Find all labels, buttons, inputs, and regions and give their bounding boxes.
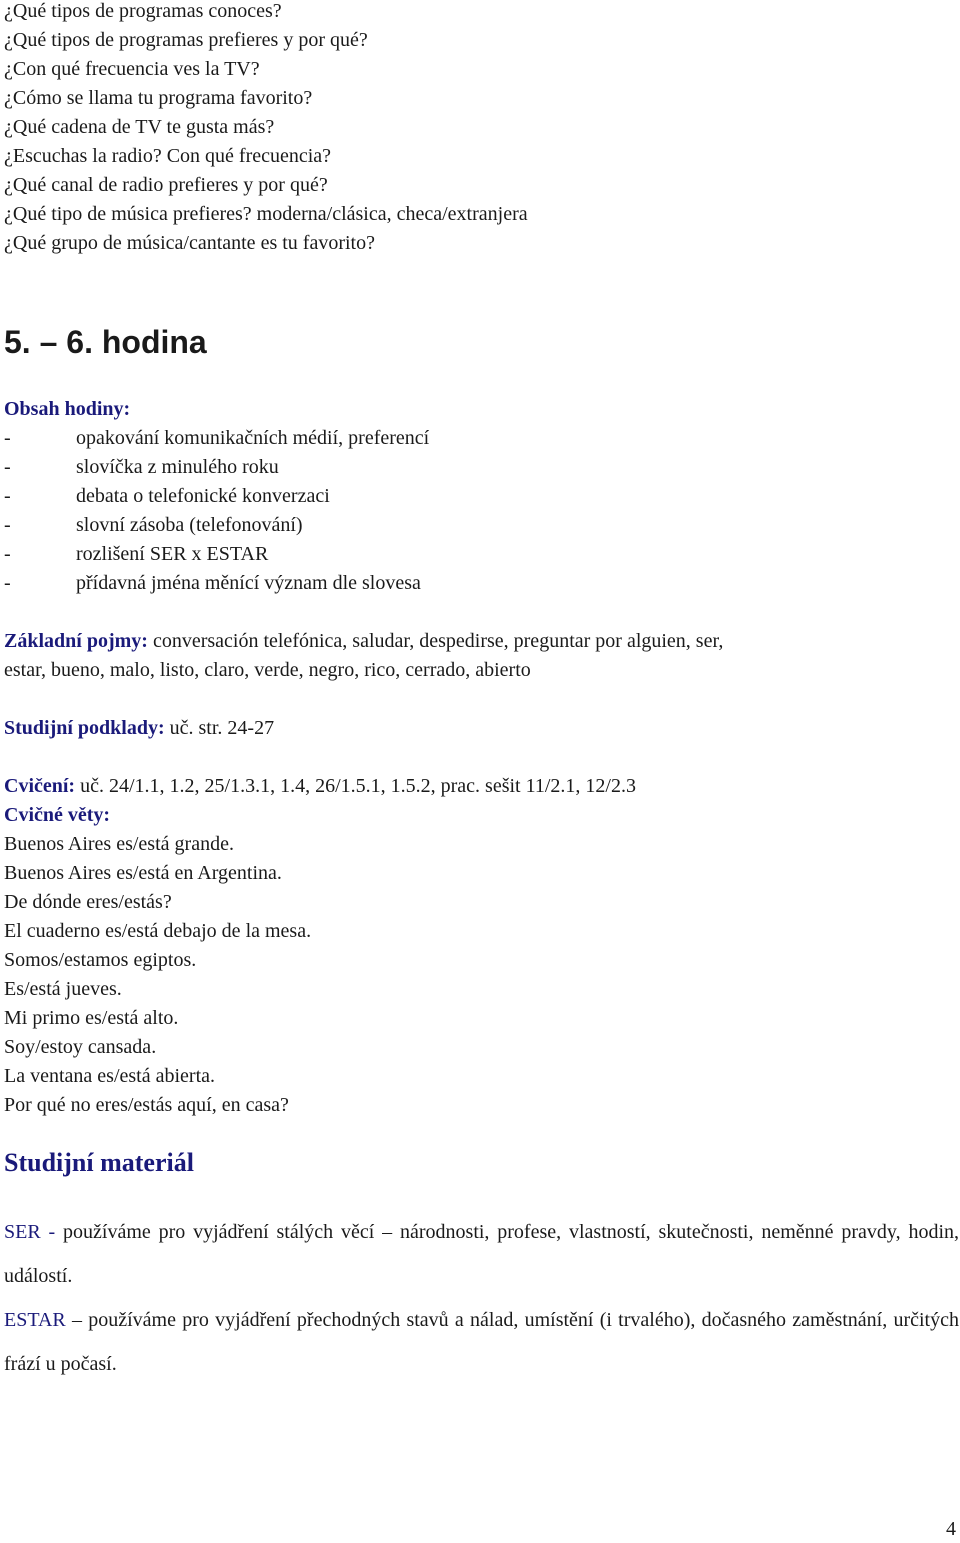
content-item-text: opakování komunikačních médií, preferencí <box>76 427 430 449</box>
question-line: ¿Con qué frecuencia ves la TV? <box>4 58 260 80</box>
practice-sentence: De dónde eres/estás? <box>4 891 172 913</box>
content-item: - debata o telefonické konverzaci <box>4 485 330 507</box>
exercises-line <box>4 775 636 798</box>
exercises-value: uč. 24/1.1, 1.2, 25/1.3.1, 1.4, 26/1.5.1, 1.5.2, prac. sešit 11/2.1, 12/2.3 <box>75 775 636 797</box>
practice-sentence: Soy/estoy cansada. <box>4 1036 157 1058</box>
estar-term: ESTAR <box>4 1309 66 1331</box>
estar-paragraph <box>4 1298 959 1386</box>
question-line: ¿Qué grupo de música/cantante es tu favorito? <box>4 232 375 254</box>
ser-paragraph <box>4 1210 959 1298</box>
content-item: - slovíčka z minulého roku <box>4 456 279 478</box>
key-terms-label: Základní pojmy: <box>4 630 148 652</box>
question-line: ¿Qué canal de radio prefieres y por qué? <box>4 174 328 196</box>
practice-sentence: Es/está jueves. <box>4 978 122 1000</box>
estar-text: – používáme pro vyjádření přechodných stavů a nálad, umístění (i trvalého), dočasného zaměstnání, určitých frází u počasí. <box>4 1309 959 1375</box>
content-item-text: přídavná jména měnící význam dle slovesa <box>76 572 421 594</box>
content-item-text: rozlišení SER x ESTAR <box>76 543 269 565</box>
study-materials-value: uč. str. 24-27 <box>164 717 275 739</box>
content-item: - opakování komunikačních médií, preferencí <box>4 427 430 449</box>
practice-sentence: Buenos Aires es/está grande. <box>4 833 234 855</box>
practice-sentence: Somos/estamos egiptos. <box>4 949 197 971</box>
ser-term: SER - <box>4 1221 56 1243</box>
question-line: ¿Qué tipo de música prefieres? moderna/clásica, checa/extranjera <box>4 203 528 225</box>
ser-text: používáme pro vyjádření stálých věcí – národnosti, profese, vlastností, skutečnosti, neměnné pravdy, hodin, událostí. <box>4 1221 959 1287</box>
practice-sentence: Mi primo es/está alto. <box>4 1007 179 1029</box>
exercises-label: Cvičení: <box>4 775 76 797</box>
practice-sentences-label: Cvičné věty: <box>4 804 111 826</box>
content-label: Obsah hodiny: <box>4 398 131 420</box>
question-line: ¿Cómo se llama tu programa favorito? <box>4 87 313 109</box>
lesson-heading: 5. – 6. hodina <box>4 324 207 360</box>
key-terms-text-1: conversación telefónica, saludar, despedirse, preguntar por alguien, ser, <box>147 630 724 652</box>
practice-sentence: La ventana es/está abierta. <box>4 1065 215 1087</box>
page-number: 4 <box>946 1518 956 1540</box>
key-terms-line-1 <box>4 630 723 653</box>
content-item: - přídavná jména měnící význam dle slovesa <box>4 572 421 594</box>
question-line: ¿Qué tipos de programas conoces? <box>4 0 282 22</box>
content-item-text: slovíčka z minulého roku <box>76 456 279 478</box>
question-line: ¿Qué cadena de TV te gusta más? <box>4 116 275 138</box>
question-line: ¿Escuchas la radio? Con qué frecuencia? <box>4 145 332 167</box>
study-material-heading: Studijní materiál <box>4 1148 194 1177</box>
content-item: - rozlišení SER x ESTAR <box>4 543 269 565</box>
content-item-text: debata o telefonické konverzaci <box>76 485 330 507</box>
practice-sentence: Por qué no eres/estás aquí, en casa? <box>4 1094 289 1116</box>
study-materials-line <box>4 717 274 740</box>
study-materials-label: Studijní podklady: <box>4 717 165 739</box>
key-terms-line-2: estar, bueno, malo, listo, claro, verde, negro, rico, cerrado, abierto <box>4 659 531 681</box>
practice-sentence: El cuaderno es/está debajo de la mesa. <box>4 920 312 942</box>
question-line: ¿Qué tipos de programas prefieres y por qué? <box>4 29 368 51</box>
practice-sentence: Buenos Aires es/está en Argentina. <box>4 862 282 884</box>
content-item-text: slovní zásoba (telefonování) <box>76 514 303 536</box>
content-item: - slovní zásoba (telefonování) <box>4 514 303 536</box>
